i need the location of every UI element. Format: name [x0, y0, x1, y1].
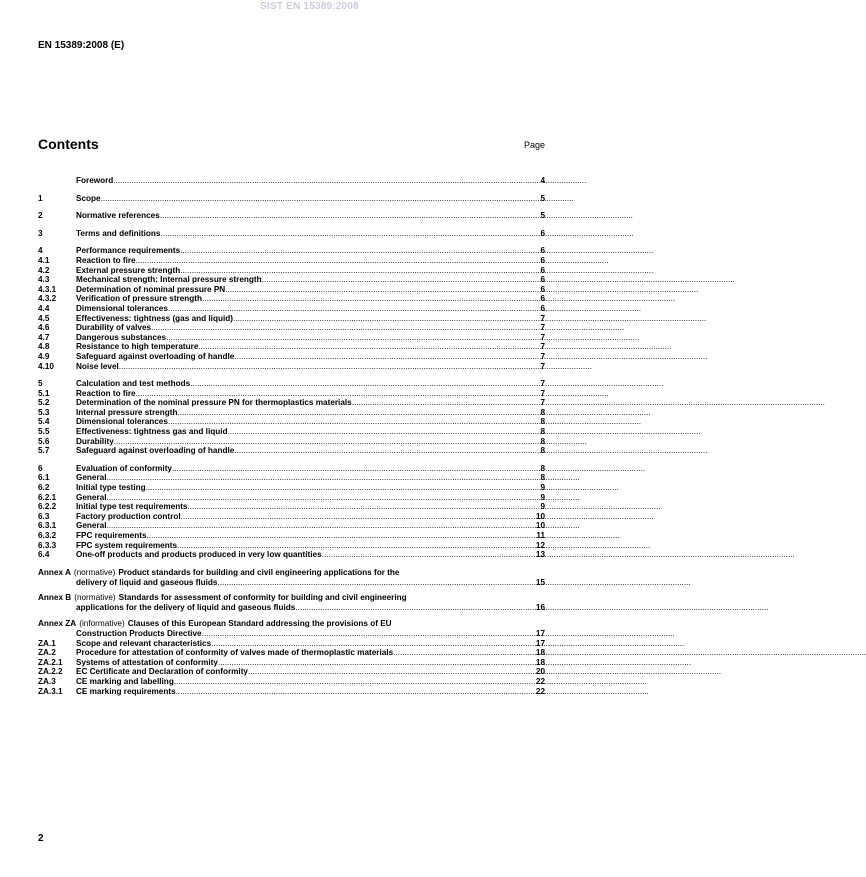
toc-entry-title: Factory production control	[76, 511, 181, 521]
toc-entry[interactable]	[38, 521, 545, 531]
toc-entry-page: 7	[540, 351, 545, 361]
toc-entry[interactable]	[38, 285, 545, 295]
annex-page: 16	[535, 603, 545, 613]
toc-entry-number: 4.6	[38, 323, 50, 333]
toc-entry-title: Dangerous substances	[76, 332, 167, 342]
toc-entry-number: 4	[38, 246, 43, 256]
toc-dot-leader	[198, 342, 540, 352]
toc-entry-title: Determination of the nominal pressure PN for thermoplastics materials	[76, 398, 352, 408]
toc-dot-leader	[180, 266, 540, 276]
annex-entry[interactable]	[38, 568, 545, 588]
annex-kind: (normative)	[73, 567, 116, 577]
annex-label: Annex B	[38, 593, 72, 603]
toc-dot-leader	[136, 256, 541, 266]
toc-entry-title: Reaction to fire	[76, 255, 136, 265]
toc-entry-number: 4.3.2	[38, 294, 57, 304]
toc-entry-number: 4.2	[38, 265, 50, 275]
toc-entry-title: Evaluation of conformity	[76, 463, 172, 473]
page-column-label: Page	[523, 140, 545, 150]
toc-entry[interactable]	[38, 211, 545, 221]
toc-dot-leader	[218, 578, 536, 588]
toc-entry-page: 18	[535, 657, 545, 667]
toc-entry[interactable]	[38, 194, 545, 204]
toc-entry-number: 6.2.1	[38, 492, 57, 502]
annex-page: 17	[535, 628, 545, 638]
toc-entry-page: 7	[540, 388, 545, 398]
toc-entry[interactable]	[38, 314, 545, 324]
toc-entry-page: 22	[535, 686, 545, 696]
toc-entry-title: Resistance to high temperature	[76, 342, 199, 352]
annex-title-line1: Product standards for building and civil engineering applications for the	[118, 567, 400, 577]
toc-entry-page: 6	[540, 255, 545, 265]
toc-entry[interactable]	[38, 246, 545, 256]
toc-entry-number: 4.9	[38, 351, 50, 361]
toc-entry-page: 9	[540, 502, 545, 512]
toc-entry-page: 12	[535, 540, 545, 550]
toc-entry-page: 7	[540, 361, 545, 371]
toc-entry-number: 4.10	[38, 361, 54, 371]
toc-entry-title: Reaction to fire	[76, 388, 136, 398]
toc-entry-page: 20	[535, 667, 545, 677]
toc-entry-page: 6	[540, 265, 545, 275]
toc-entry-title: Procedure for attestation of conformity of valves made of thermoplastic materials	[76, 648, 394, 658]
toc-entry-page: 7	[540, 332, 545, 342]
toc-entry-page: 10	[535, 511, 545, 521]
toc-annex-section	[38, 568, 545, 696]
toc-entry[interactable]	[38, 362, 545, 372]
toc-entry-title: Foreword	[76, 176, 114, 185]
toc-entry-title: Calculation and test methods	[76, 379, 191, 389]
annex-kind: (normative)	[74, 593, 116, 603]
toc-entry[interactable]	[38, 408, 545, 418]
toc-entry-title: Dimensional tolerances	[76, 303, 168, 313]
toc-entry-title: CE marking requirements	[76, 686, 176, 696]
toc-dot-leader	[228, 427, 541, 437]
toc-dot-leader	[107, 473, 541, 483]
toc-dot-leader	[107, 493, 541, 503]
toc-dot-leader	[168, 417, 541, 427]
toc-dot-leader	[101, 194, 541, 204]
toc-entry-title: Normative references	[76, 211, 160, 221]
toc-entry-page: 6	[540, 284, 545, 294]
toc-entry-title: Initial type testing	[76, 483, 146, 493]
toc-entry-number: 4.3.1	[38, 284, 57, 294]
toc-entry-title: EC Certificate and Declaration of conformity	[76, 667, 248, 677]
toc-dot-leader	[180, 246, 540, 256]
toc-dot-leader	[177, 541, 536, 551]
toc-entry-title: FPC system requirements	[76, 540, 178, 550]
toc-dot-leader	[172, 464, 540, 474]
toc-entry-title: Dimensional tolerances	[76, 417, 168, 427]
toc-dot-leader	[136, 389, 541, 399]
toc-dot-leader	[262, 275, 541, 285]
toc-entry-number: 4.1	[38, 255, 50, 265]
toc-entry-page: 5	[540, 193, 545, 203]
toc-entry-title: Determination of nominal pressure PN	[76, 284, 226, 294]
annex-label: Annex A	[38, 567, 71, 577]
toc-entry-page: 8	[540, 427, 545, 437]
toc-entry[interactable]	[38, 677, 545, 687]
toc-entry-page: 6	[540, 228, 545, 238]
toc-entry-number: 5.7	[38, 446, 50, 456]
toc-entry[interactable]	[38, 294, 545, 304]
toc-entry[interactable]	[38, 176, 545, 186]
toc-entry-number: 6.2.2	[38, 502, 57, 512]
toc-entry-page: 7	[540, 323, 545, 333]
toc-entry-title: Effectiveness: tightness (gas and liquid)	[76, 313, 233, 323]
toc-entry-title: FPC requirements	[76, 531, 147, 540]
toc-dot-leader	[225, 285, 540, 295]
toc-entry-number: 6.4	[38, 550, 50, 560]
toc-entry-number: ZA.2.2	[38, 667, 63, 677]
toc-entry-title: Mechanical strength: Internal pressure strength	[76, 275, 262, 285]
toc-entry-number: 6	[38, 463, 43, 473]
toc-entry-title: Terms and definitions	[76, 228, 161, 238]
toc-entry-number: 4.8	[38, 342, 50, 352]
toc-entry-number: ZA.3.1	[38, 686, 63, 696]
toc-entry[interactable]	[38, 398, 545, 408]
toc-dot-leader	[295, 603, 536, 613]
toc-dot-leader	[146, 483, 541, 493]
toc-entry-title: General	[76, 492, 107, 502]
toc-entry-page: 13	[535, 550, 545, 560]
toc-entry[interactable]	[38, 502, 545, 512]
toc-dot-leader	[177, 408, 540, 418]
toc-dot-leader	[352, 398, 541, 408]
toc-entry-title: Durability of valves	[76, 323, 152, 333]
toc-dot-leader	[322, 550, 536, 560]
toc-entry-number: 5.4	[38, 417, 50, 427]
annex-title-line2: Construction Products Directive	[76, 628, 202, 638]
toc-entry-title: One-off products and products produced in very low quantities	[76, 550, 322, 560]
toc-entry-number: ZA.2.1	[38, 657, 63, 667]
toc-entry[interactable]	[38, 352, 545, 362]
annex-entry[interactable]	[38, 619, 545, 639]
annex-title-line1: Clauses of this European Standard addressing the provisions of EU	[127, 618, 392, 628]
toc-entry[interactable]	[38, 256, 545, 266]
toc-entry[interactable]	[38, 473, 545, 483]
toc-entry-title: Safeguard against overloading of handle	[76, 446, 235, 456]
toc-entry[interactable]	[38, 275, 545, 285]
toc-dot-leader	[393, 648, 536, 658]
toc-dot-leader	[168, 304, 541, 314]
toc-entry-title: General	[76, 473, 107, 483]
toc-entry-page: 7	[540, 342, 545, 352]
toc-dot-leader	[248, 667, 536, 677]
toc-dot-leader	[233, 314, 540, 324]
toc-entry[interactable]	[38, 389, 545, 399]
toc-dot-leader	[234, 446, 540, 456]
toc-entry-page: 6	[540, 246, 545, 256]
contents-title: Contents	[38, 136, 99, 152]
annex-title-line1: Standards for assessment of conformity for building and civil engineering	[118, 593, 407, 603]
toc-entry-number: 5.1	[38, 388, 50, 398]
toc-entry-page: 17	[535, 638, 545, 648]
toc-entry[interactable]	[38, 229, 545, 239]
toc-entry-page: 10	[535, 521, 545, 531]
toc-entry-number: ZA.3	[38, 676, 56, 686]
toc-entry-title: Initial type test requirements	[76, 502, 188, 512]
toc-dot-leader	[107, 521, 536, 531]
toc-entry[interactable]	[38, 323, 545, 333]
toc-entry-title: Performance requirements	[76, 246, 181, 256]
toc-entry-page: 8	[540, 436, 545, 446]
toc-dot-leader	[234, 352, 540, 362]
toc-dot-leader	[147, 531, 537, 541]
toc-dot-leader	[187, 502, 540, 512]
toc-entry-number: 5.3	[38, 407, 50, 417]
toc-entry[interactable]	[38, 304, 545, 314]
toc-entry-title: Verification of pressure strength	[76, 294, 203, 304]
toc-entry-number: 1	[38, 193, 43, 203]
toc-dot-leader	[113, 176, 540, 186]
table-of-contents	[38, 176, 545, 696]
toc-entry-number: 5.6	[38, 436, 50, 446]
toc-entry-title: Systems of attestation of conformity	[76, 657, 218, 667]
toc-entry[interactable]	[38, 493, 545, 503]
toc-entry-title: Internal pressure strength	[76, 407, 178, 417]
toc-entry[interactable]	[38, 667, 545, 677]
toc-dot-leader	[202, 294, 540, 304]
toc-entry[interactable]	[38, 687, 545, 697]
toc-entry-number: 4.7	[38, 332, 50, 342]
toc-dot-leader	[190, 379, 540, 389]
toc-entry-title: Safeguard against overloading of handle	[76, 351, 235, 361]
toc-entry[interactable]	[38, 464, 545, 474]
toc-dot-leader	[160, 211, 541, 221]
toc-entry-number: 4.3	[38, 275, 50, 285]
toc-entry-page: 11	[536, 531, 545, 540]
toc-entry-number: 4.4	[38, 303, 50, 313]
toc-entry[interactable]	[38, 417, 545, 427]
toc-entry-number: 4.5	[38, 313, 50, 323]
annex-entry[interactable]	[38, 593, 545, 613]
toc-entry[interactable]	[38, 483, 545, 493]
toc-entry-page: 9	[540, 492, 545, 502]
toc-entry-page: 4	[540, 176, 545, 185]
toc-entry-number: ZA.1	[38, 638, 56, 648]
toc-dot-leader	[174, 677, 536, 687]
toc-entry-page: 8	[540, 473, 545, 483]
toc-dot-leader	[218, 658, 536, 668]
toc-entry-number: 3	[38, 228, 43, 238]
toc-dot-leader	[202, 629, 536, 639]
toc-entry-page: 9	[540, 483, 545, 493]
toc-entry[interactable]	[38, 541, 545, 551]
toc-dot-leader	[151, 323, 540, 333]
toc-dot-leader	[119, 362, 541, 372]
toc-entry-page: 22	[535, 676, 545, 686]
toc-entry-title: CE marking and labelling	[76, 676, 174, 686]
toc-entry-title: General	[76, 521, 107, 531]
toc-entry-page: 6	[540, 275, 545, 285]
annex-kind: (informative)	[79, 618, 125, 628]
toc-entry-number: 6.3.3	[38, 540, 57, 550]
toc-entry[interactable]	[38, 639, 545, 649]
toc-dot-leader	[211, 639, 536, 649]
toc-entry-page: 5	[540, 211, 545, 221]
annex-page: 15	[535, 577, 545, 587]
toc-entry-number: 5	[38, 379, 43, 389]
toc-dot-leader	[114, 437, 541, 447]
toc-entry-title: Effectiveness: tightness gas and liquid	[76, 427, 228, 437]
toc-dot-leader	[176, 687, 536, 697]
toc-dot-leader	[160, 229, 540, 239]
toc-entry-number: 6.3.1	[38, 521, 57, 531]
toc-entry-page: 8	[540, 407, 545, 417]
toc-entry-page: 18	[535, 648, 545, 658]
toc-main-section	[38, 176, 545, 560]
toc-entry-page: 8	[540, 446, 545, 456]
toc-entry[interactable]	[38, 648, 545, 658]
toc-entry[interactable]	[38, 658, 545, 668]
annex-title-line2: applications for the delivery of liquid and gaseous fluids	[76, 603, 296, 613]
toc-entry-number: 6.3	[38, 511, 50, 521]
toc-entry-number: 5.5	[38, 427, 50, 437]
toc-dot-leader	[181, 512, 536, 522]
annex-label: Annex ZA	[38, 618, 77, 628]
toc-entry[interactable]	[38, 427, 545, 437]
toc-entry[interactable]	[38, 531, 545, 541]
toc-entry-title: Scope	[76, 193, 101, 203]
toc-entry-title: External pressure strength	[76, 265, 181, 275]
toc-entry[interactable]	[38, 333, 545, 343]
toc-entry-number: 6.3.2	[38, 531, 57, 540]
toc-entry-page: 8	[540, 463, 545, 473]
toc-entry-title: Scope and relevant characteristics	[76, 638, 212, 648]
toc-entry[interactable]	[38, 342, 545, 352]
toc-entry-page: 6	[540, 294, 545, 304]
toc-entry-page: 7	[540, 398, 545, 408]
annex-title-line2: delivery of liquid and gaseous fluids	[76, 577, 218, 587]
toc-entry-number: ZA.2	[38, 648, 56, 658]
toc-entry-number: 5.2	[38, 398, 50, 408]
toc-entry-number: 2	[38, 211, 43, 221]
watermark: SIST EN 15389:2008	[260, 1, 359, 12]
page-number: 2	[38, 833, 44, 844]
toc-entry-number: 6.2	[38, 483, 50, 493]
toc-entry[interactable]	[38, 550, 545, 560]
toc-entry-page: 6	[540, 303, 545, 313]
toc-entry-title: Durability	[76, 436, 114, 446]
toc-entry[interactable]	[38, 379, 545, 389]
toc-entry-number: 6.1	[38, 473, 50, 483]
toc-entry-title: Noise level	[76, 361, 119, 371]
toc-entry-page: 8	[540, 417, 545, 427]
document-id: EN 15389:2008 (E)	[38, 40, 125, 51]
toc-entry[interactable]	[38, 512, 545, 522]
toc-entry-page: 7	[540, 313, 545, 323]
toc-entry-page: 7	[540, 379, 545, 389]
toc-dot-leader	[166, 333, 540, 343]
toc-entry[interactable]	[38, 446, 545, 456]
toc-entry[interactable]	[38, 437, 545, 447]
toc-entry[interactable]	[38, 266, 545, 276]
